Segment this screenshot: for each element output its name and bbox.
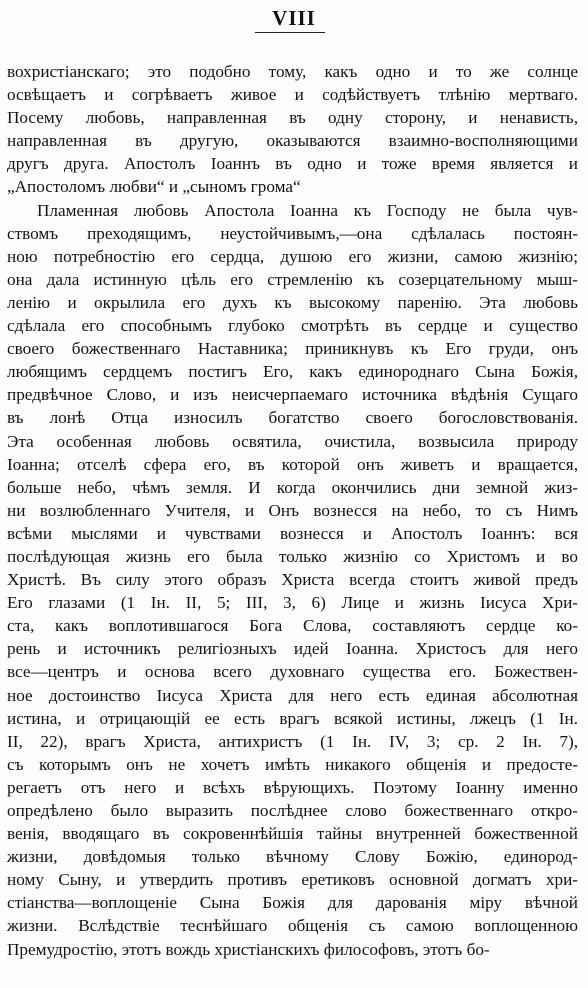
- text-line: регаетъ отъ него и всѣхъ вѣрующихъ. Поэтому Іоанну именно: [7, 777, 578, 797]
- text-line: ленію и окрылила его духъ къ высокому паренію. Эта любовь: [7, 292, 578, 312]
- text-line: Іоанна; отселѣ сфера его, въ которой онъ живетъ и вращается,: [7, 454, 578, 474]
- text-line: послѣдующая жизнь его была только жизнію со Христомъ и во: [7, 546, 578, 566]
- text-line: своего божественнаго Наставника; приникнувъ къ Его груди, онъ: [7, 339, 578, 359]
- text-line: ни возлюбленнаго Учителя, и Онъ вознесся на небо, то съ Нимъ: [7, 500, 578, 520]
- text-line: Христѣ. Въ силу этого образъ Христа всегда стоитъ живой предъ: [7, 570, 578, 590]
- text-line: она дала истинную цѣль его стремленію къ созерцательному мыш-: [7, 269, 578, 289]
- text-line: венія, вводящаго въ сокровеннѣйшія тайны внутренней божественной: [7, 824, 578, 844]
- text-line: ста, какъ воплотившагося Бога Слова, составляютъ сердце ко-: [7, 616, 578, 636]
- text-line: „Апостоломъ любви“ и „сыномъ грома“: [7, 177, 301, 197]
- text-line: Премудростію, этотъ вождь христіанскихъ философовъ, этотъ бо-: [7, 939, 490, 959]
- text-line: стіанства—воплощеніе Сына Божія для дарованія міру вѣчной: [7, 893, 578, 913]
- text-line: съ которымъ онъ не хочетъ имѣть никакого общенія и предосте-: [7, 754, 578, 774]
- text-line: все—центръ и основа всего духовнаго существа его. Божествен-: [7, 662, 578, 682]
- text-line: опредѣлено было выразить послѣднее слово божественнаго откро-: [7, 801, 578, 820]
- text-line: истина, и отрицающій ее есть врагъ всякой истины, лжецъ (1 Ін.: [7, 708, 578, 728]
- text-line: всѣми мыслями и чувствами вознесся и Апостолъ Іоаннъ: вся: [7, 523, 578, 543]
- body-text: [7, 60, 578, 961]
- text-line: освѣщаетъ и согрѣваетъ живое и содѣйствуетъ тлѣнію мертваго.: [7, 85, 578, 105]
- text-line: ствомъ преходящимъ, неустойчивымъ,—она сдѣлалась постоян-: [7, 223, 578, 243]
- text-line: вохристіанскаго; это подобно тому, какъ одно и то же солнце: [7, 62, 578, 81]
- text-line: Его глазами (1 Ін. II, 5; III, 3, 6) Лице и жизнь Іисуса Хри-: [7, 593, 578, 613]
- text-line: любящимъ сердцемъ постигъ Его, какъ единороднаго Сына Божія,: [7, 362, 578, 382]
- text-line: жизни, довѣдомыя только вѣчному Слову Божію, единород-: [7, 847, 578, 867]
- text-line: ное достоинство Іисуса Христа для него есть единая абсолютная: [7, 685, 578, 705]
- text-line: сдѣлала его способнымъ глубоко смотрѣть въ сердце и существо: [7, 316, 578, 336]
- page-number-roman: VIII: [272, 6, 316, 30]
- header-rule: [255, 32, 325, 33]
- text-line: ною потребностію его сердца, душою его жизни, самою жизнію;: [7, 246, 578, 266]
- text-line: жизни. Вслѣдствіе теснѣйшаго общенія съ самою воплощенною: [7, 916, 578, 936]
- text-line: предвѣчное Слово, и изъ неисчерпаемаго источника вѣдѣнія Сущаго: [7, 385, 578, 405]
- text-line: ному Сыну, и утвердить противъ еретиковъ основной догматъ хри-: [7, 870, 578, 890]
- text-line: рень и источникъ религіозныхъ идей Іоанна. Христосъ для него: [7, 639, 578, 659]
- text-line: другъ друга. Апостолъ Іоаннъ въ одно и тоже время является и: [7, 154, 578, 174]
- text-line: больше небо, чѣмъ земля. И когда окончились дни земной жиз-: [7, 477, 578, 497]
- text-line: II, 22), врагъ Христа, антихристъ (1 Ін. IV, 3; ср. 2 Ін. 7),: [7, 731, 578, 751]
- text-line: Эта особенная любовь освятила, очистила, возвысила природу: [7, 431, 578, 451]
- text-line: направленная въ другую, оказываются взаимно-восполняющими: [7, 131, 578, 151]
- text-line: Посему любовь, направленная въ одну сторону, и ненависть,: [7, 108, 578, 128]
- text-line: Пламенная любовь Апостола Іоанна къ Господу не была чув-: [37, 200, 578, 220]
- text-line: въ лонѣ Отца износилъ богатство своего богословствованія.: [7, 408, 578, 428]
